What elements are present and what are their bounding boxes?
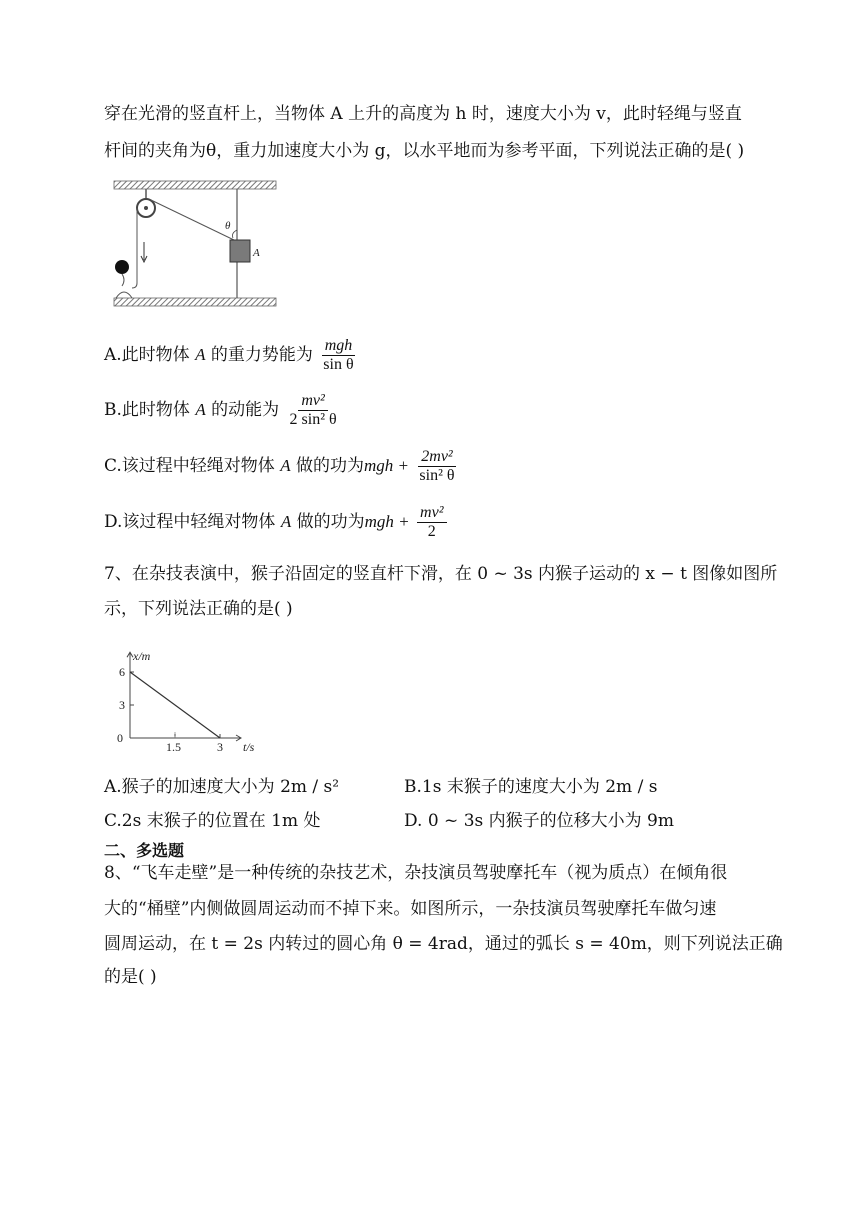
q7-line-2: 示，下列说法正确的是( ) [104,599,293,619]
rope-down [132,208,137,288]
fraction-D: $\frac{\text{mv²}}{2}$ [417,504,446,541]
q6-option-A[interactable]: A.此时物体 A 的重力势能为 $\frac{\text{mgh}}{\text{sin θ}}$ [104,335,359,375]
origin-label: 0 [117,731,123,745]
pulley-figure [112,178,280,313]
y-tick-label: 3 [119,698,125,712]
x-axis-label: t/s [243,740,255,754]
block-A [230,240,250,262]
q6-line-1: 穿在光滑的竖直杆上，当物体 A 上升的高度为 h 时，速度大小为 v，此时轻绳与竖直 [104,104,742,124]
q8-line-2: 大的“桶壁”内侧做圆周运动而不掉下来。如图所示，一杂技演员驾驶摩托车做匀速 [104,899,717,919]
q6-option-D[interactable]: D.该过程中轻绳对物体 A 做的功为mgh + $\frac{\text{mv²}}{2}$ [104,502,449,542]
ceiling [114,181,276,189]
q8-line-3: 圆周运动，在 t = 2s 内转过的圆心角 θ = 4rad，通过的弧长 s = 40m，则下列说法正确 [104,934,783,954]
q7-option-D[interactable]: D. 0 ~ 3s 内猴子的位移大小为 9m [404,811,674,831]
y-axis-label: x/m [133,649,151,664]
fraction-B: $\frac{\text{mv²}}{\text{2 sin² θ}}$ [289,392,337,428]
q6-option-C[interactable]: C.该过程中轻绳对物体 A 做的功为mgh + $\frac{\text{2mv²}}{\text{sin² θ}}$ [104,446,460,486]
q7-line-1: 7、在杂技表演中，猴子沿固定的竖直杆下滑，在 0 ~ 3s 内猴子运动的 x − t 图像如图所 [104,564,778,584]
weight-ball [115,260,129,274]
q8-line-1: 8、“飞车走壁”是一种传统的杂技艺术，杂技演员驾驶摩托车（视为质点）在倾角很 [104,863,728,883]
xt-chart [108,632,258,754]
fraction-A: $\frac{\text{mgh}}{\text{sin θ}}$ [323,337,354,373]
section-title: 二、多选题 [104,841,185,860]
y-tick-label: 6 [119,665,125,679]
x-tick-label: 3 [217,740,223,754]
A-label: A [253,247,260,259]
q6-option-B[interactable]: B.此时物体 A 的动能为 $\frac{\text{mv²}}{\text{2 sin² θ}}$ [104,390,342,430]
ground-support [116,292,132,298]
x-tick-label: 1.5 [166,740,181,754]
q7-option-B[interactable]: B.1s 末猴子的速度大小为 2m / s [404,777,658,797]
q7-option-A[interactable]: A.猴子的加速度大小为 2m / s² [104,777,340,797]
q7-option-C[interactable]: C.2s 末猴子的位置在 1m 处 [104,811,321,831]
q6-line-2: 杆间的夹角为θ，重力加速度大小为 g，以水平地而为参考平面，下列说法正确的是( ) [104,141,745,161]
series-line [130,672,220,738]
floor [114,298,276,306]
rope-to-A [151,200,234,240]
fraction-C: $\frac{\text{2mv²}}{\text{sin² θ}}$ [419,448,455,484]
q8-line-4: 的是( ) [104,967,157,987]
theta-label: θ [225,220,231,232]
